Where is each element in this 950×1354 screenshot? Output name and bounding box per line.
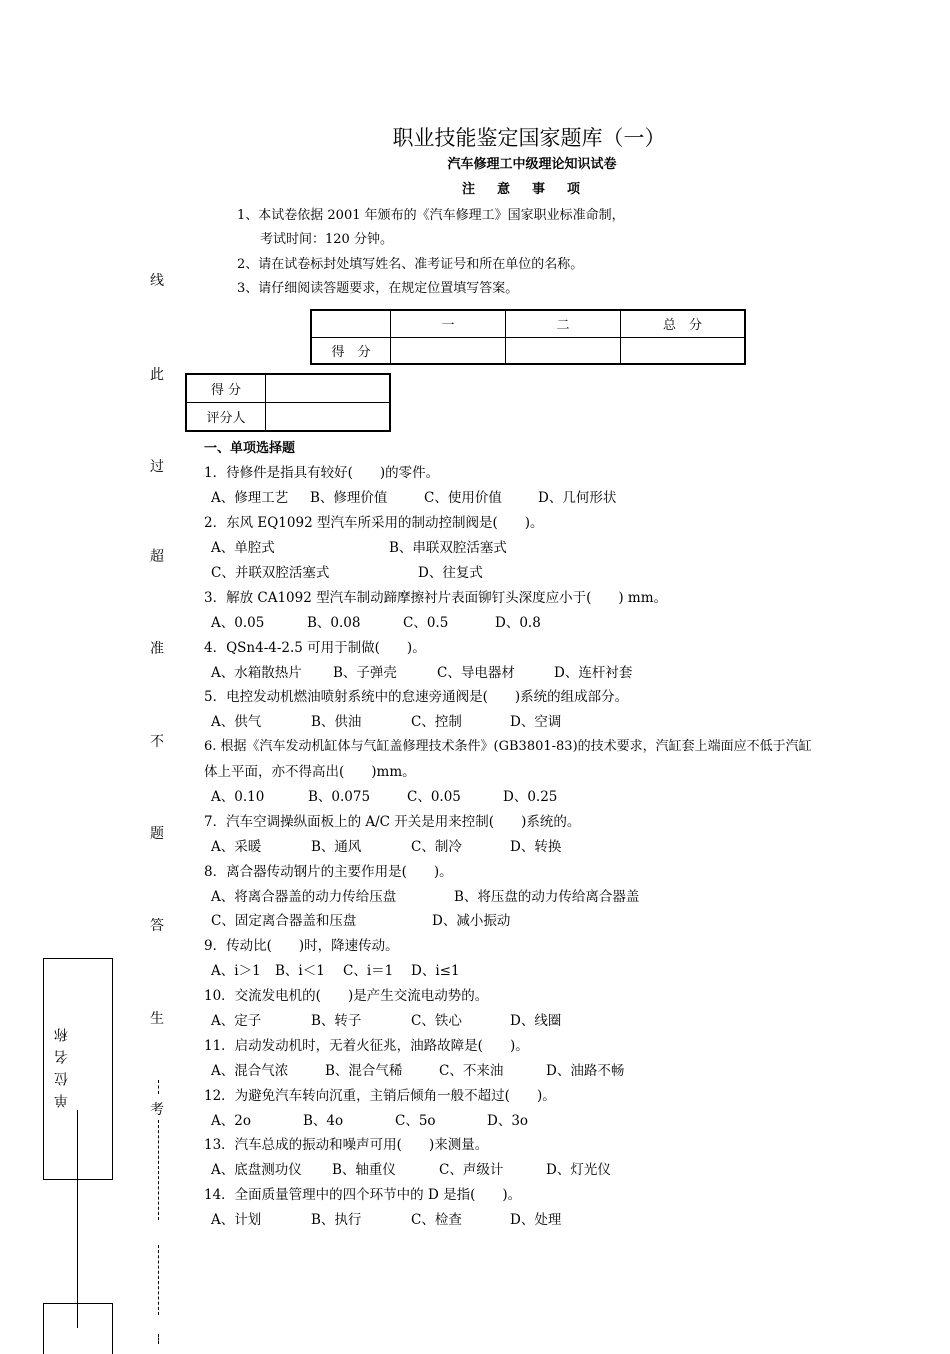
- note-1-cont: 考试时间：120 分钟。: [260, 232, 393, 247]
- side-mark: 准: [150, 641, 164, 657]
- option[interactable]: A、供气: [211, 714, 262, 730]
- option[interactable]: D、往复式: [418, 565, 483, 581]
- question-9: 9．传动比( )时，降速传动。: [204, 938, 399, 954]
- option[interactable]: B、子弹壳: [333, 665, 397, 681]
- question-4-options: [211, 661, 632, 681]
- option[interactable]: A、0.10: [211, 789, 265, 805]
- section-title: 一、单项选择题: [204, 441, 296, 456]
- question-5: 5．电控发动机燃油喷射系统中的怠速旁通阀是( )系统的组成部分。: [204, 689, 629, 705]
- side-mark: 不: [150, 734, 164, 750]
- side-mark: 超: [150, 549, 164, 565]
- option[interactable]: D、3o: [487, 1113, 529, 1129]
- option[interactable]: B、i＜1: [275, 963, 325, 979]
- score-cell-part-1[interactable]: [391, 337, 506, 364]
- option[interactable]: C、铁心: [411, 1013, 462, 1029]
- score-table: [310, 309, 746, 365]
- score-header-part-2: 二: [506, 310, 621, 337]
- option[interactable]: C、声级计: [439, 1162, 504, 1178]
- option[interactable]: B、串联双腔活塞式: [389, 540, 507, 556]
- question-8: 8．离合器传动钢片的主要作用是( )。: [204, 864, 453, 880]
- grader-score-cell[interactable]: [266, 374, 391, 403]
- question-6-cont: 体上平面，亦不得高出( )mm。: [204, 764, 416, 780]
- option[interactable]: A、定子: [211, 1013, 262, 1029]
- score-cell-part-2[interactable]: [506, 337, 621, 364]
- exam-subtitle: 汽车修理工中级理论知识试卷: [447, 157, 617, 172]
- question-3-options: [211, 611, 541, 631]
- option[interactable]: A、采暖: [211, 839, 262, 855]
- option[interactable]: B、轴重仪: [332, 1162, 396, 1178]
- option[interactable]: C、使用价值: [424, 490, 502, 506]
- option[interactable]: B、转子: [311, 1013, 362, 1029]
- seal-box[interactable]: [43, 1303, 113, 1354]
- option[interactable]: D、空调: [510, 714, 562, 730]
- binding-dash: [158, 1245, 159, 1315]
- question-11: 11．启动发动机时，无着火征兆，油路故障是( )。: [204, 1038, 529, 1054]
- option[interactable]: C、0.5: [403, 615, 449, 631]
- option[interactable]: C、导电器材: [437, 665, 515, 681]
- score-header-part-1: 一: [391, 310, 506, 337]
- question-2-options-row2: [211, 561, 483, 581]
- side-mark: 生: [150, 1011, 164, 1027]
- binding-dash: [158, 1080, 159, 1094]
- option[interactable]: B、将压盘的动力传给离合器盖: [454, 889, 640, 905]
- option[interactable]: C、控制: [411, 714, 462, 730]
- option[interactable]: D、灯光仪: [546, 1162, 611, 1178]
- question-8-options-row2: [211, 909, 510, 929]
- option[interactable]: D、减小振动: [432, 913, 511, 929]
- option[interactable]: D、线圈: [510, 1013, 562, 1029]
- option[interactable]: C、0.05: [407, 789, 461, 805]
- option[interactable]: A、将离合器盖的动力传给压盘: [211, 889, 397, 905]
- side-mark: 考: [150, 1102, 164, 1118]
- question-2: 2．东风 EQ1092 型汽车所采用的制动控制阀是( )。: [204, 515, 544, 531]
- question-9-options: [211, 959, 460, 979]
- option[interactable]: A、i＞1: [211, 963, 261, 979]
- option[interactable]: D、连杆衬套: [554, 665, 633, 681]
- notice-title: 注意事项: [461, 182, 602, 197]
- option[interactable]: B、4o: [303, 1113, 344, 1129]
- seal-line: [77, 1110, 78, 1328]
- option[interactable]: A、底盘测功仪: [211, 1162, 302, 1178]
- option[interactable]: C、固定离合器盖和压盘: [211, 913, 357, 929]
- binding-dash: [158, 1120, 159, 1220]
- option[interactable]: D、i≤1: [411, 963, 460, 979]
- question-12-options: [211, 1109, 528, 1129]
- score-row-label: 得 分: [311, 337, 391, 364]
- option[interactable]: A、修理工艺: [211, 490, 289, 506]
- grader-table: [185, 373, 391, 432]
- option[interactable]: B、通风: [311, 839, 362, 855]
- note-1: 1、本试卷依据 2001 年颁布的《汽车修理工》国家职业标准命制，: [237, 208, 625, 223]
- side-mark: 过: [150, 459, 164, 475]
- option[interactable]: B、执行: [311, 1212, 362, 1228]
- side-mark: 线: [150, 273, 164, 289]
- question-10-options: [211, 1009, 561, 1029]
- grader-name-cell[interactable]: [266, 403, 391, 432]
- option[interactable]: C、并联双腔活塞式: [211, 565, 330, 581]
- question-1: 1．待修件是指具有较好( )的零件。: [204, 465, 440, 481]
- question-5-options: [211, 710, 561, 730]
- question-2-options: [211, 536, 507, 556]
- side-mark: 此: [150, 367, 164, 383]
- question-14-options: [211, 1208, 561, 1228]
- option[interactable]: A、0.05: [211, 615, 265, 631]
- option[interactable]: B、0.08: [307, 615, 361, 631]
- score-cell-total[interactable]: [621, 337, 746, 364]
- option[interactable]: D、处理: [510, 1212, 562, 1228]
- question-4: 4．QSn4-4-2.5 可用于制做( )。: [204, 640, 426, 656]
- grader-score-label: 得 分: [186, 374, 266, 403]
- question-11-options: [211, 1059, 624, 1079]
- question-7-options: [211, 835, 561, 855]
- question-3: 3．解放 CA1092 型汽车制动蹄摩擦衬片表面铆钉头深度应小于( ) mm。: [204, 590, 668, 606]
- question-10: 10．交流发电机的( )是产生交流电动势的。: [204, 988, 489, 1004]
- question-13: 13．汽车总成的振动和噪声可用( )来测量。: [204, 1137, 489, 1153]
- grader-name-label: 评分人: [186, 403, 266, 432]
- question-13-options: [211, 1158, 611, 1178]
- question-8-options: [211, 885, 639, 905]
- option[interactable]: C、5o: [395, 1113, 436, 1129]
- binding-dash: [158, 1334, 159, 1344]
- option[interactable]: C、制冷: [411, 839, 462, 855]
- option[interactable]: B、0.075: [308, 789, 371, 805]
- option[interactable]: B、混合气稀: [325, 1063, 403, 1079]
- option[interactable]: A、计划: [211, 1212, 262, 1228]
- question-6: 6. 根据《汽车发动机缸体与气缸盖修理技术条件》(GB3801-83)的技术要求，汽缸套上端面应不低于汽缸: [204, 739, 812, 754]
- unit-name-label: 单位名称: [54, 1020, 70, 1108]
- question-7: 7．汽车空调操纵面板上的 A/C 开关是用来控制( )系统的。: [204, 814, 581, 830]
- option[interactable]: A、水箱散热片: [211, 665, 302, 681]
- side-mark: 题: [150, 826, 164, 842]
- question-1-options: [211, 486, 616, 506]
- option[interactable]: B、供油: [311, 714, 362, 730]
- question-6-options: [211, 785, 557, 805]
- score-header-blank: [311, 310, 391, 337]
- side-mark: 答: [150, 918, 164, 934]
- option[interactable]: A、2o: [211, 1113, 251, 1129]
- option[interactable]: C、i＝1: [343, 963, 394, 979]
- option[interactable]: C、不来油: [439, 1063, 504, 1079]
- option[interactable]: D、转换: [510, 839, 562, 855]
- question-12: 12．为避免汽车转向沉重，主销后倾角一般不超过( )。: [204, 1088, 556, 1104]
- option[interactable]: C、检查: [411, 1212, 462, 1228]
- score-header-total: 总 分: [621, 310, 746, 337]
- option[interactable]: A、单腔式: [211, 540, 275, 556]
- note-3: 3、请仔细阅读答题要求，在规定位置填写答案。: [237, 281, 519, 296]
- option[interactable]: D、0.8: [495, 615, 541, 631]
- option[interactable]: D、几何形状: [538, 490, 617, 506]
- option[interactable]: A、混合气浓: [211, 1063, 289, 1079]
- question-14: 14．全面质量管理中的四个环节中的 D 是指( )。: [204, 1187, 522, 1203]
- note-2: 2、请在试卷标封处填写姓名、准考证号和所在单位的名称。: [237, 257, 584, 272]
- option[interactable]: D、0.25: [503, 789, 558, 805]
- page-title: 职业技能鉴定国家题库（一）: [392, 126, 666, 150]
- option[interactable]: B、修理价值: [310, 490, 388, 506]
- option[interactable]: D、油路不畅: [546, 1063, 625, 1079]
